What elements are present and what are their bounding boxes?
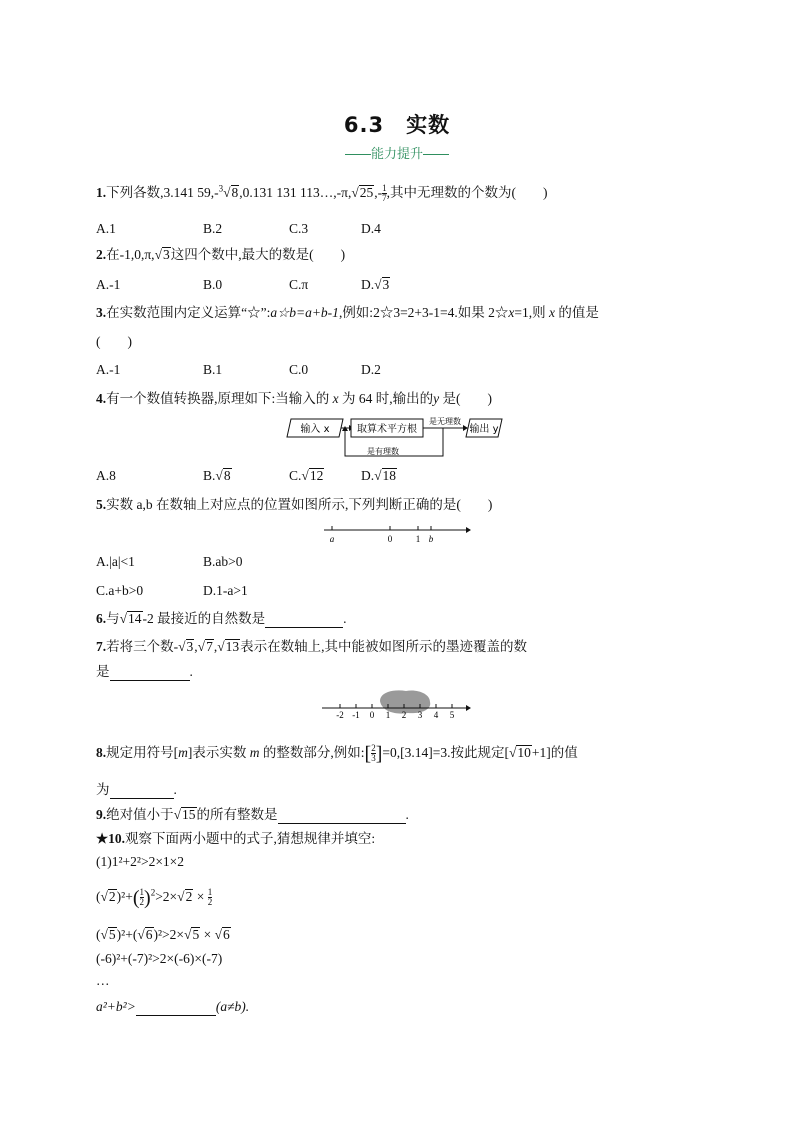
q7-answer-blank[interactable] <box>110 666 190 681</box>
axis-label-one: 1 <box>415 534 421 544</box>
q10-line-4: (-6)²+(-7)²>2×(-6)×(-7) <box>96 951 223 966</box>
q4-option-c: C.√12 <box>289 468 324 483</box>
number-line-ink <box>318 688 474 720</box>
q5-option-a: A.|a|<1 <box>96 554 135 569</box>
question-8: 8.规定用符号[m]表示实数 m 的整数部分,例如:[ $\frac{2}{3}$ ]=0,[3.14]=3.按此规定[√10+1]的值 <box>96 742 578 765</box>
axis-tick-label: 0 <box>369 710 375 720</box>
q2-option-b: B.0 <box>203 277 223 292</box>
flow-process: 取算术平方根 <box>357 424 417 435</box>
q3-paren: ( ) <box>96 334 132 349</box>
q2-option-d: D.√3 <box>361 277 390 292</box>
axis-tick-label: 5 <box>449 710 455 720</box>
q1-option-b: B.2 <box>203 221 223 236</box>
q6-answer-blank[interactable] <box>265 613 343 628</box>
question-7-line2: 是 . <box>96 664 193 679</box>
q3-option-b: B.1 <box>203 362 223 377</box>
q2-option-c: C.π <box>289 277 309 292</box>
flow-input: 输入 x <box>300 424 330 435</box>
q3-option-c: C.0 <box>289 362 309 377</box>
q3-option-d: D.2 <box>361 362 381 377</box>
q10-line-5: … <box>96 973 110 988</box>
question-1: 1.下列各数,3.141 59,-$^3$√8,0.131 131 113…,-π,√25,- $\frac{1}{7}$ ,其中无理数的个数为( ) <box>96 183 548 204</box>
question-5: 5.实数 a,b 在数轴上对应点的位置如图所示,下列判断正确的是( ) <box>96 497 493 512</box>
q10-line-3: (√5)²+(√6)²>2×√5 × √6 <box>96 927 230 942</box>
q2-option-a: A.-1 <box>96 277 121 292</box>
q1-option-a: A.1 <box>96 221 116 236</box>
q1-option-d: D.4 <box>361 221 381 236</box>
question-2: 2.在-1,0,π,√3这四个数中,最大的数是( ) <box>96 247 346 262</box>
flow-rational: 是有理数 <box>367 447 399 456</box>
axis-label-a: a <box>329 534 335 544</box>
axis-tick-label: 1 <box>385 710 391 720</box>
q4-option-b: B.√8 <box>203 468 231 483</box>
question-3: 3.在实数范围内定义运算“☆”:a☆b=a+b-1,例如:2☆3=2+3-1=4.如果 2☆x=1,则 x 的值是 <box>96 305 599 320</box>
question-8-line2: 为 . <box>96 782 177 797</box>
section-heading: 能力提升 <box>332 146 462 164</box>
question-9: 9.绝对值小于√15的所有整数是 . <box>96 807 409 822</box>
q4-option-d: D.√18 <box>361 468 397 483</box>
question-7: 7.若将三个数-√3,√7,√13表示在数轴上,其中能被如图所示的墨迹覆盖的数 <box>96 639 528 654</box>
q10-line-1: (1)1²+2²>2×1×2 <box>96 854 185 869</box>
number-line-ab <box>320 522 475 544</box>
q5-option-c: C.a+b>0 <box>96 583 144 598</box>
q9-answer-blank[interactable] <box>278 809 406 824</box>
question-6: 6.与√14-2 最接近的自然数是 . <box>96 611 347 626</box>
axis-label-zero: 0 <box>387 534 393 544</box>
q8-answer-blank[interactable] <box>110 784 174 799</box>
axis-label-b: b <box>428 534 434 544</box>
q4-option-a: A.8 <box>96 468 116 483</box>
q10-line-2: (√2)²+( $\frac{1}{2}$ )$^2$>2×√2 × $\frac{1}{2}$ <box>96 886 213 909</box>
converter-flowchart <box>285 412 510 462</box>
flow-output: 输出 y <box>469 424 499 435</box>
axis-tick-label: -1 <box>352 710 360 720</box>
q10-line-6: a²+b²> (a≠b). <box>96 999 250 1014</box>
axis-tick-label: -2 <box>336 710 344 720</box>
question-4: 4.有一个数值转换器,原理如下:当输入的 x 为 64 时,输出的y 是( ) <box>96 391 493 406</box>
axis-tick-label: 3 <box>417 710 423 720</box>
q10-answer-blank[interactable] <box>136 1001 216 1016</box>
page-title: 6.3 实数 <box>343 113 451 137</box>
question-10: ★10.观察下面两小题中的式子,猜想规律并填空: <box>96 831 376 846</box>
q1-option-c: C.3 <box>289 221 309 236</box>
q5-option-d: D.1-a>1 <box>203 583 248 598</box>
axis-tick-label: 4 <box>433 710 439 720</box>
q3-option-a: A.-1 <box>96 362 121 377</box>
q5-option-b: B.ab>0 <box>203 554 243 569</box>
flow-irrational: 是无理数 <box>429 417 461 426</box>
axis-tick-label: 2 <box>401 710 407 720</box>
